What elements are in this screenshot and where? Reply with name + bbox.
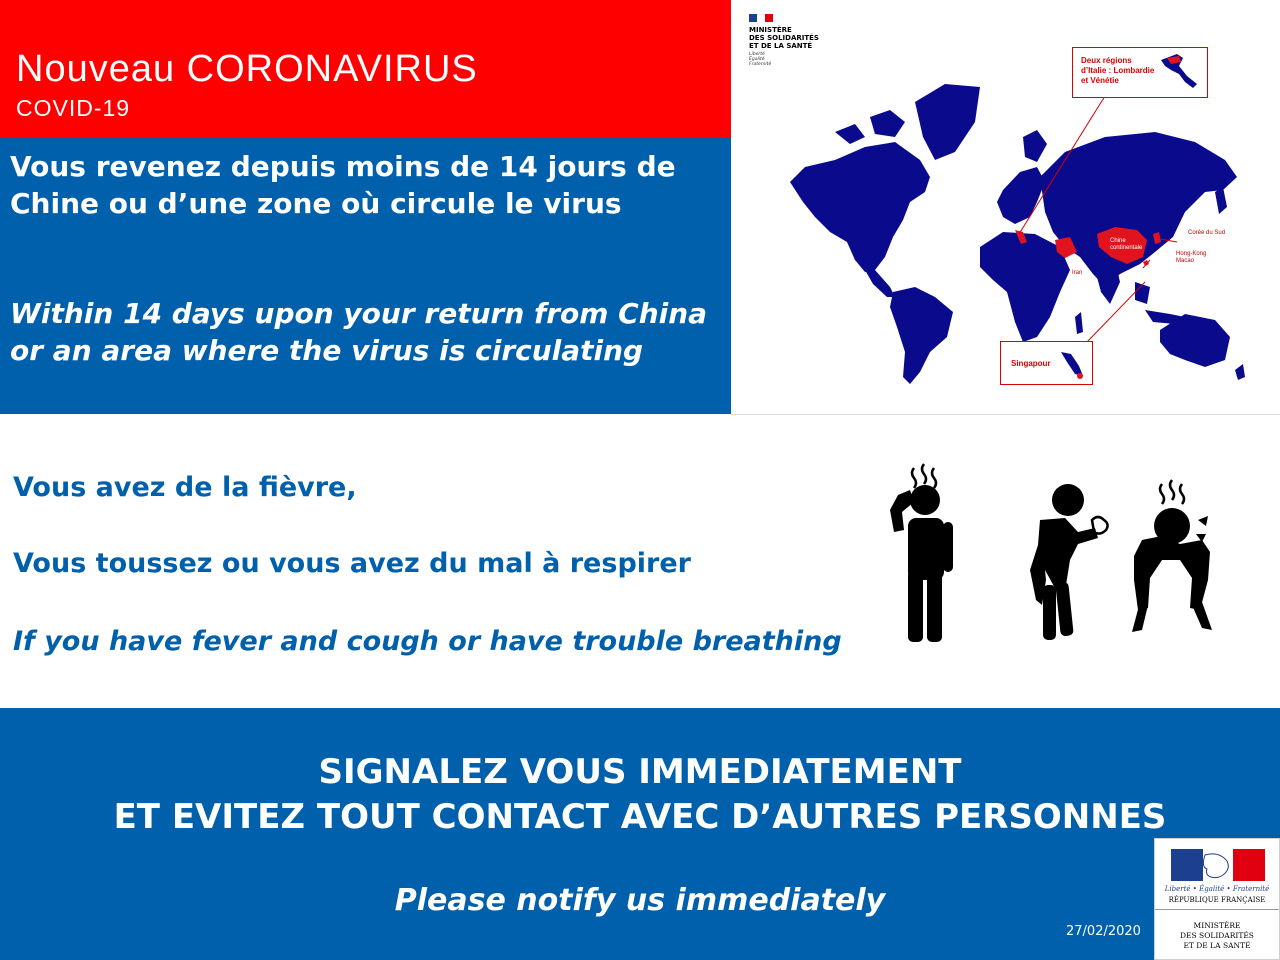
- rf-separator: [1155, 909, 1279, 910]
- flag-red: [765, 14, 773, 22]
- fever-person-icon: [890, 464, 953, 642]
- rf-name: RÉPUBLIQUE FRANÇAISE: [1168, 896, 1266, 904]
- section-divider: [731, 414, 1280, 415]
- flag-blue: [749, 14, 757, 22]
- marianne-profile-icon: [1191, 851, 1241, 881]
- symptom-text-en: If you have fever and cough or have trouble breathing: [13, 626, 842, 657]
- iran-label: Iran: [1072, 270, 1083, 276]
- symptom-fever-text: Vous avez de la fièvre,: [13, 472, 357, 503]
- breathless-person-icon: [1132, 480, 1212, 632]
- republique-francaise-logo: [1154, 838, 1280, 960]
- alert-text-en: Please notify us immediately: [394, 883, 886, 918]
- china-label: Chine continentale: [1110, 238, 1143, 251]
- alert-line-2: ET EVITEZ TOUT CONTACT AVEC D’AUTRES PERSONNES: [113, 797, 1167, 837]
- singapore-callout: [1000, 341, 1093, 385]
- travel-text-en: Within 14 days upon your return from China or an area where the virus is circulating: [10, 297, 708, 367]
- italy-map-icon: [1157, 52, 1201, 94]
- ministry-logo-motto: Liberté Égalité Fraternité: [749, 52, 772, 67]
- italy-callout: [1072, 47, 1208, 98]
- travel-text-fr: Vous revenez depuis moins de 14 jours de Chine ou d’une zone où circule le virus: [10, 150, 676, 220]
- rf-ministry-name: MINISTÈRE DES SOLIDARITÉS ET DE LA SANTÉ: [1180, 921, 1254, 950]
- symptom-figures: [880, 460, 1220, 650]
- page-title: Nouveau CORONAVIRUS: [16, 48, 478, 90]
- symptom-cough-text: Vous toussez ou vous avez du mal à respirer: [13, 548, 691, 579]
- page-subtitle: COVID-19: [16, 95, 131, 121]
- alert-line-1: SIGNALEZ VOUS IMMEDIATEMENT: [318, 752, 962, 792]
- publication-date: 27/02/2020: [1066, 924, 1141, 939]
- korea-label: Corée du Sud: [1188, 230, 1226, 236]
- singapore-callout-text: Singapour: [1011, 359, 1051, 368]
- flag-white: [757, 14, 765, 23]
- ministry-logo-name: MINISTÈRE DES SOLIDARITÉS ET DE LA SANTÉ: [749, 26, 819, 50]
- hongkong-label: Hong-Kong Macao: [1176, 251, 1207, 264]
- coughing-person-icon: [1030, 484, 1108, 640]
- singapore-map-icon: [1057, 348, 1087, 380]
- rf-motto: Liberté • Égalité • Fraternité: [1164, 885, 1270, 893]
- italy-callout-text: Deux régions d’Italie : Lombardie et Vénétie: [1081, 56, 1155, 85]
